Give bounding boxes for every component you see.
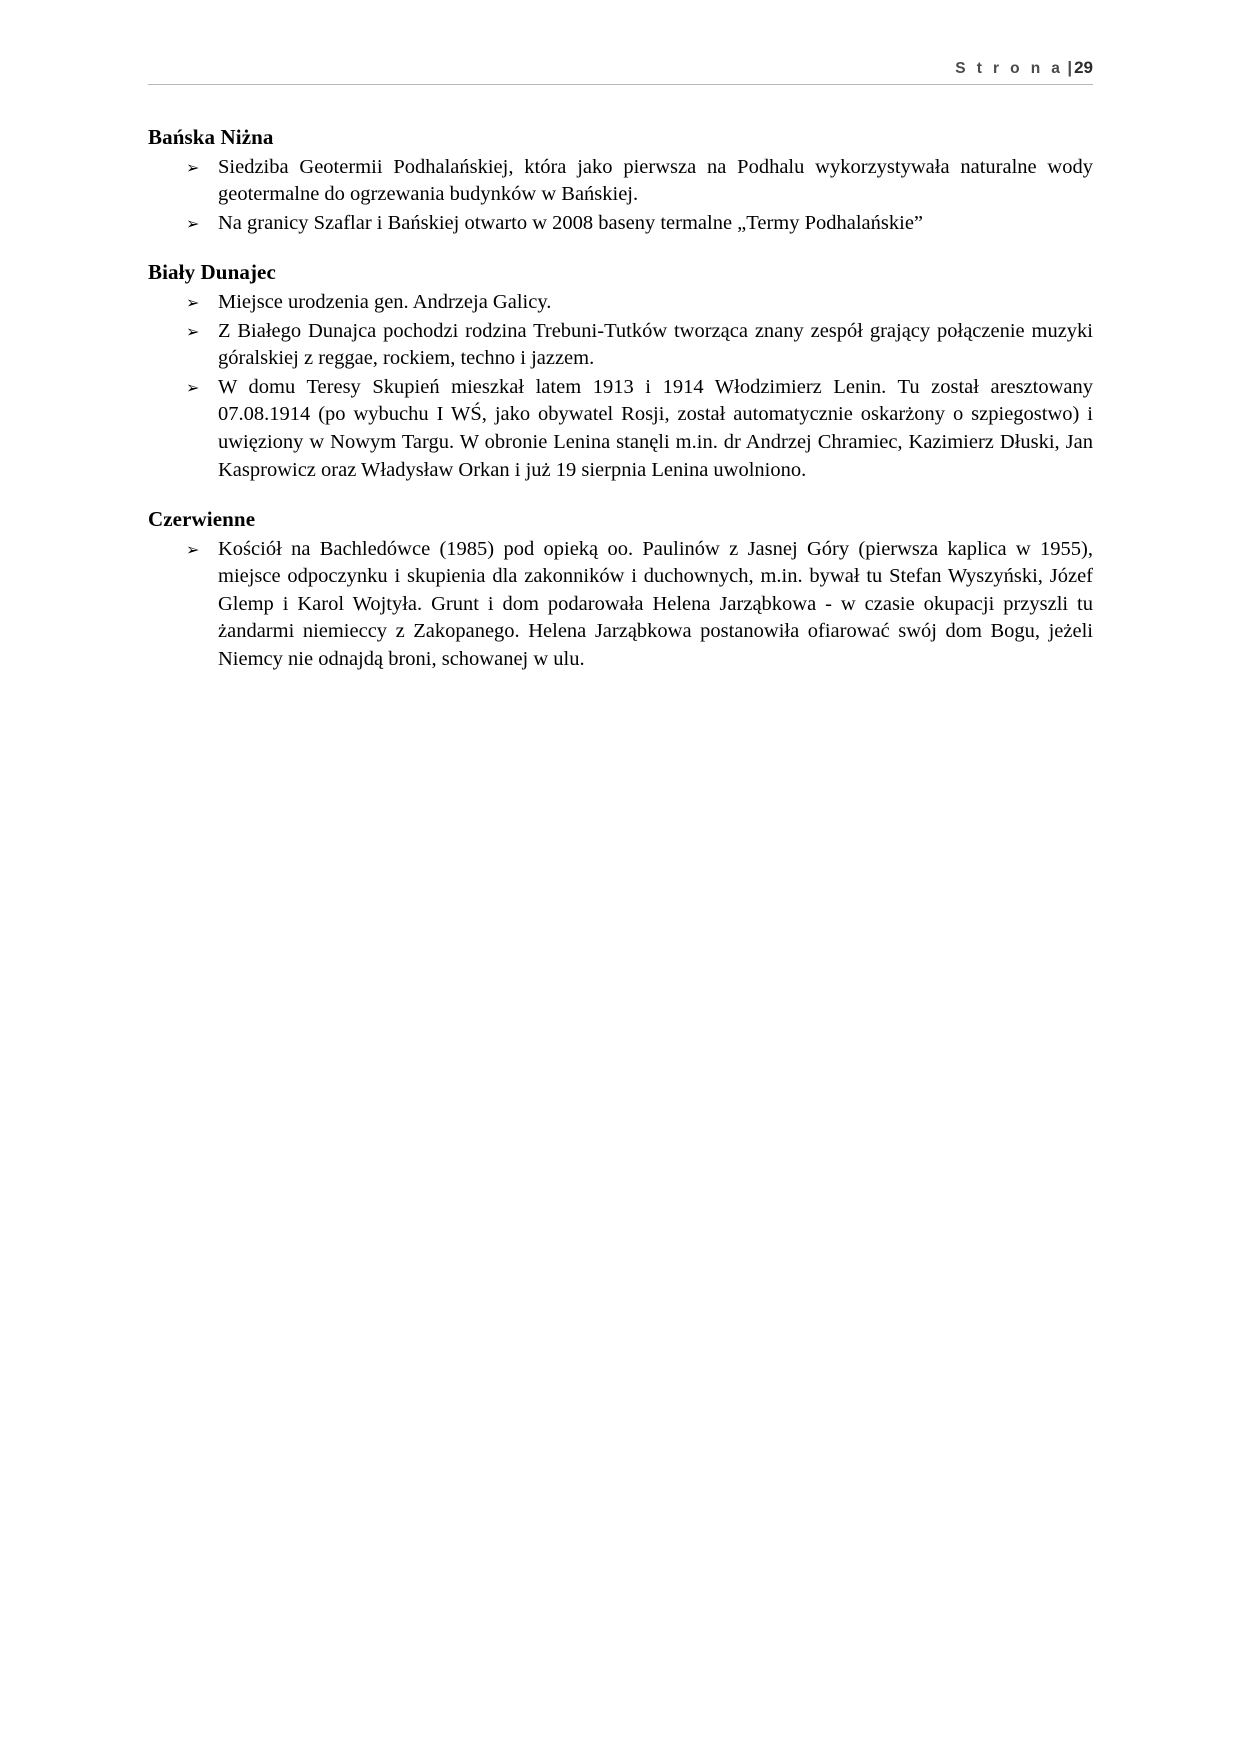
document-body	[148, 124, 1093, 675]
list-item-text: Kościół na Bachledówce (1985) pod opieką oo. Paulinów z Jasnej Góry (pierwsza kaplica w 1955), miejsce odpoczynku i skupienia dla zakonników i duchownych, m.in. bywał tu Stefan Wyszyński, Józef Glemp i Karol Wojtyła. Grunt i dom podarowała Helena Jarząbkowa - w czasie okupacji przyszli tu żandarmi niemieccy z Zakopanego. Helena Jarząbkowa postanowiła ofiarować swój dom Bogu, jeżeli Niemcy nie odnajdą broni, schowanej w ulu.	[218, 537, 1093, 671]
arrow-bullet-icon: ➢	[186, 321, 200, 341]
list-item-text: Miejsce urodzenia gen. Andrzeja Galicy.	[218, 291, 552, 314]
list-item	[148, 536, 1093, 674]
page-header-inner	[148, 58, 1093, 85]
bullet-list	[148, 536, 1093, 674]
section-heading: Czerwienne	[148, 507, 256, 532]
page-number: 29	[1074, 58, 1093, 77]
arrow-bullet-icon: ➢	[186, 157, 200, 177]
header-separator: |	[1067, 58, 1073, 77]
list-item-text: Z Białego Dunajca pochodzi rodzina Trebuni-Tutków tworząca znany zespół grający połączenie muzyki góralskiej z reggae, rockiem, techno i jazzem.	[218, 319, 1093, 370]
arrow-bullet-icon: ➢	[186, 377, 200, 397]
section-bialy-dunajec	[148, 259, 1093, 484]
section-heading: Bańska Niżna	[148, 125, 274, 149]
list-item	[148, 374, 1093, 484]
list-item	[148, 289, 1093, 317]
list-item	[148, 318, 1093, 373]
bullet-list	[148, 154, 1093, 238]
bullet-list	[148, 289, 1093, 484]
list-item	[148, 210, 1093, 238]
section-czerwienne	[148, 506, 1093, 674]
page-header	[148, 58, 1093, 92]
list-item	[148, 154, 1093, 209]
list-item-text: Na granicy Szaflar i Bańskiej otwarto w 2008 baseny termalne „Termy Podhalańskie”	[218, 211, 924, 234]
section-heading: Biały Dunajec	[148, 260, 276, 285]
arrow-bullet-icon: ➢	[186, 213, 200, 233]
list-item-text: W domu Teresy Skupień mieszkał latem 1913 i 1914 Włodzimierz Lenin. Tu został aresztowany 07.08.1914 (po wybuchu I WŚ, jako obywatel Rosji, został automatycznie oskarżony o szpiegostwo) i uwięziony w Nowym Targu. W obronie Lenina stanęli m.in. dr Andrzej Chramiec, Kazimierz Dłuski, Jan Kasprowicz oraz Władysław Orkan i już 19 sierpnia Lenina uwolniono.	[218, 375, 1093, 481]
arrow-bullet-icon: ➢	[186, 293, 200, 313]
header-label: S t r o n a	[955, 60, 1064, 77]
arrow-bullet-icon: ➢	[186, 539, 200, 559]
section-banska-nizna	[148, 124, 1093, 237]
list-item-text: Siedziba Geotermii Podhalańskiej, która jako pierwsza na Podhalu wykorzystywała naturalne wody geotermalne do ogrzewania budynków w Bańskiej.	[218, 155, 1093, 206]
